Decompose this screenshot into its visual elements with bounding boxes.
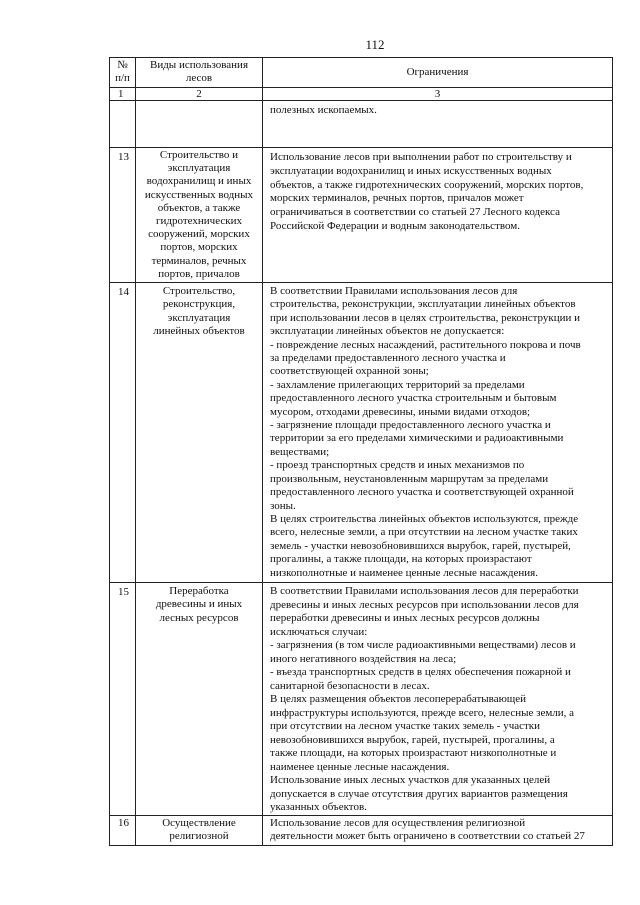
restrictions-text-line: В соответствии Правилами использования лесов для (270, 285, 518, 297)
restrictions-text-line: - въезда транспортных средств в целях обеспечения пожарной и (270, 666, 571, 678)
use-type-text-line: эксплуатация (167, 311, 231, 324)
restrictions-text-line: также площади, на которых произрастают низкополнотные и (270, 747, 557, 759)
row-number: 13 (118, 151, 129, 163)
use-type-cell (136, 283, 263, 583)
table-row (110, 816, 613, 846)
restrictions-cell (263, 583, 613, 816)
restrictions-text-line: инфраструктуры используются, прежде всего, нелесные земли, а (270, 706, 575, 719)
use-type-text-line: линейных объектов (153, 325, 245, 338)
restrictions-text-line: В соответствии Правилами использования лесов для переработки (270, 585, 579, 597)
use-type-text-line: религиозной (169, 830, 229, 843)
restrictions-text-line: прогалины, а также площади, на которых произрастают (270, 553, 532, 566)
use-type-cell (136, 101, 263, 148)
use-type-text-line: Осуществление (162, 817, 236, 829)
header-restrictions-cell (263, 58, 613, 88)
column-number-cell (263, 88, 613, 101)
header-use-type-label: Виды использования (149, 59, 249, 71)
use-type-text-line: древесины и иных (155, 598, 243, 611)
use-type-text-line: терминалов, речных (151, 254, 247, 267)
row-number-cell (110, 583, 136, 816)
header-number-label: п/п (115, 72, 130, 85)
restrictions-text-line: всего, нелесные земли, а при отсутствии на лесном участке таких (270, 526, 578, 539)
row-number-cell (110, 816, 136, 846)
use-type-text-line: гидротехнических (156, 215, 242, 228)
row-number: 15 (118, 586, 129, 598)
column-numbers-row (110, 88, 613, 101)
restrictions-text-line: полезных ископаемых. (270, 104, 377, 116)
row-number-cell (110, 101, 136, 148)
page-number: 112 (365, 37, 385, 52)
restrictions-text-line: земель - участки невозобновившихся вырубок, гарей, пустырей, (270, 539, 571, 552)
restrictions-text-line: В целях строительства линейных объектов используются, прежде (270, 512, 579, 525)
use-type-cell (136, 816, 263, 846)
restrictions-text-line: ограничиваться в соответствии со статьей 27 Лесного кодекса (270, 206, 560, 219)
restrictions-text-line: соответствующей охранной зоны; (270, 365, 429, 378)
restrictions-cell (263, 816, 613, 846)
restrictions-text-line: Использование лесов при выполнении работ по строительству и (270, 151, 572, 163)
use-type-text-line: искусственных водных (144, 188, 254, 201)
header-use-type-label: лесов (185, 72, 213, 85)
use-type-text-line: Строительство и (159, 149, 239, 161)
forest-use-restrictions-table (109, 57, 613, 846)
restrictions-cell (263, 283, 613, 583)
restrictions-text-line: зоны. (270, 499, 296, 512)
restrictions-text-line: при использовании лесов в целях строительства, реконструкции и (270, 311, 581, 324)
restrictions-text-line: эксплуатации линейных объектов не допускается: (270, 325, 505, 338)
restrictions-text-line: Российской Федерации и водным законодательством. (270, 219, 520, 232)
table-row (110, 101, 613, 148)
restrictions-text-line: Использование иных лесных участков для указанных целей (270, 774, 551, 786)
restrictions-text-line: допускается в случае отсутствия других вариантов размещения (270, 787, 568, 800)
restrictions-text-line: иного негативного воздействия на леса; (270, 652, 457, 665)
use-type-text-line: портов, причалов (158, 267, 240, 280)
restrictions-text-line: строительства, реконструкции, эксплуатации линейных объектов (270, 298, 576, 311)
restrictions-text-line: - загрязнение площади предоставленного лесного участка и (270, 419, 551, 432)
restrictions-text-line: объектов, а также гидротехнических сооружений, морских портов, (270, 178, 584, 191)
restrictions-cell (263, 148, 613, 283)
restrictions-text-line: деятельности может быть ограничено в соответствии со статьей 27 (270, 830, 585, 843)
restrictions-text-line: мусором, отходами древесины, иными видами отходов; (270, 405, 531, 418)
restrictions-text-line: предоставленного лесного участка и соответствующей охранной (270, 486, 574, 499)
restrictions-text-line: предоставленного лесного участка строительным и бытовым (270, 392, 557, 405)
restrictions-text-line: Использование лесов для осуществления религиозной (270, 817, 526, 829)
restrictions-text-line: веществами; (270, 445, 330, 458)
use-type-text-line: Переработка (169, 585, 229, 597)
restrictions-text-line: территории за его пределами химическими и радиоактивными (270, 432, 564, 445)
use-type-cell (136, 583, 263, 816)
row-number: 14 (118, 286, 129, 298)
restrictions-text-line: низкополнотные и наименее ценные лесные насаждения. (270, 566, 538, 579)
restrictions-text-line: - захламление прилегающих территорий за пределами (270, 378, 525, 391)
table-row (110, 283, 613, 583)
restrictions-text-line: древесины и иных лесных ресурсов при использовании лесов для (270, 598, 579, 611)
use-type-text-line: водохранилищ и иных (146, 175, 252, 188)
table-header-row (110, 58, 613, 88)
use-type-text-line: сооружений, морских (148, 228, 250, 241)
use-type-text-line: реконструкция, (162, 298, 236, 311)
use-type-text-line: эксплуатация (167, 162, 231, 175)
restrictions-text-line: исключаться случаи: (270, 625, 368, 638)
use-type-text-line: объектов, а также (157, 201, 241, 214)
use-type-text-line: лесных ресурсов (159, 611, 239, 624)
restrictions-text-line: при отсутствии на лесном участке таких земель - участки (270, 720, 541, 732)
header-use-type-cell (136, 58, 263, 88)
restrictions-text-line: за пределами предоставленного лесного участка и (270, 352, 506, 365)
restrictions-cell (263, 101, 613, 148)
column-number-cell (136, 88, 263, 101)
use-type-text-line: Строительство, (162, 285, 236, 297)
header-restrictions-label: Ограничения (406, 65, 469, 78)
column-number-label: 1 (118, 88, 124, 100)
row-number-cell (110, 283, 136, 583)
restrictions-text-line: морских терминалов, речных портов, причалов может (270, 192, 524, 205)
row-number-cell (110, 148, 136, 283)
restrictions-text-line: переработки древесины и иных лесных ресурсов должны (270, 612, 540, 624)
column-number-label: 3 (434, 88, 441, 100)
column-number-cell (110, 88, 136, 101)
use-type-text-line: портов, морских (160, 241, 238, 254)
restrictions-text-line: В целях размещения объектов лесоперерабатывающей (270, 693, 527, 705)
header-number-cell (110, 58, 136, 88)
column-number-label: 2 (196, 88, 202, 100)
restrictions-text-line: произвольным, неустановленным маршрутам за пределами (270, 472, 549, 485)
restrictions-text-line: эксплуатации водохранилищ и иных искусственных водных (270, 164, 552, 177)
restrictions-text-line: указанных объектов. (270, 801, 367, 813)
restrictions-text-line: наименее ценные лесные насаждения. (270, 760, 450, 773)
restrictions-text-line: - проезд транспортных средств и иных механизмов по (270, 459, 525, 472)
restrictions-text-line: - повреждение лесных насаждений, растительного покрова и почв (270, 338, 581, 351)
table-row (110, 148, 613, 283)
table-row (110, 583, 613, 816)
use-type-cell (136, 148, 263, 283)
row-number: 16 (118, 817, 129, 829)
restrictions-text-line: невозобновившихся вырубок, гарей, пустырей, прогалины, а (270, 733, 555, 746)
restrictions-text-line: - загрязнения (в том числе радиоактивными веществами) лесов и (270, 639, 576, 651)
header-number-label: № (117, 59, 128, 71)
restrictions-text-line: санитарной безопасности в лесах. (270, 679, 430, 692)
